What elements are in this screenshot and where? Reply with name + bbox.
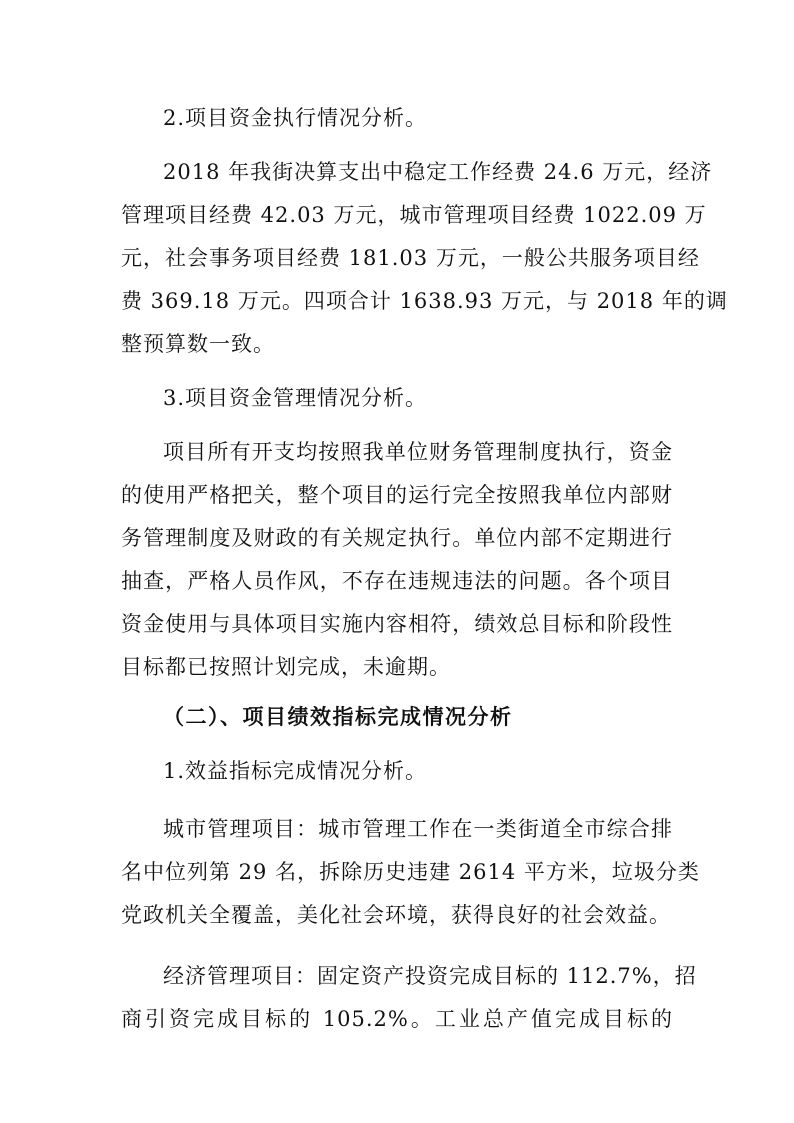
paragraph-line: 元，社会事务项目经费 181.03 万元，一般公共服务项目经 — [121, 246, 700, 270]
subheading-fund-execution: 2.项目资金执行情况分析。 — [163, 106, 428, 130]
paragraph-line: 务管理制度及财政的有关规定执行。单位内部不定期进行 — [121, 526, 673, 550]
paragraph-line: 经济管理项目：固定资产投资完成目标的 112.7%，招 — [163, 964, 697, 988]
paragraph-line: 整预算数一致。 — [121, 332, 275, 356]
paragraph-line: 管理项目经费 42.03 万元，城市管理项目经费 1022.09 万 — [121, 203, 707, 227]
paragraph-line: 名中位列第 29 名，拆除历史违建 2614 平方米，垃圾分类 — [121, 860, 700, 884]
paragraph-line: 的使用严格把关，整个项目的运行完全按照我单位内部财 — [121, 483, 673, 507]
subheading-benefit-indicators: 1.效益指标完成情况分析。 — [163, 759, 428, 783]
paragraph-line: 项目所有开支均按照我单位财务管理制度执行，资金 — [163, 440, 673, 464]
paragraph-line: 抽查，严格人员作风，不存在违规违法的问题。各个项目 — [121, 569, 673, 593]
paragraph-line: 2018 年我街决算支出中稳定工作经费 24.6 万元，经济 — [163, 160, 713, 184]
paragraph-line: 目标都已按照计划完成，未逾期。 — [121, 655, 451, 679]
section-title: （二）、项目绩效指标完成情况分析 — [163, 705, 513, 729]
paragraph-line: 资金使用与具体项目实施内容相符，绩效总目标和阶段性 — [121, 612, 673, 636]
paragraph-line: 商引资完成目标的 105.2%。工业总产值完成目标的 — [121, 1007, 673, 1031]
paragraph-line: 城市管理项目：城市管理工作在一类街道全市综合排 — [163, 817, 673, 841]
paragraph-line: 党政机关全覆盖，美化社会环境，获得良好的社会效益。 — [121, 903, 671, 927]
subheading-fund-management: 3.项目资金管理情况分析。 — [163, 386, 428, 410]
paragraph-line: 费 369.18 万元。四项合计 1638.93 万元，与 2018 年的调 — [121, 289, 728, 313]
